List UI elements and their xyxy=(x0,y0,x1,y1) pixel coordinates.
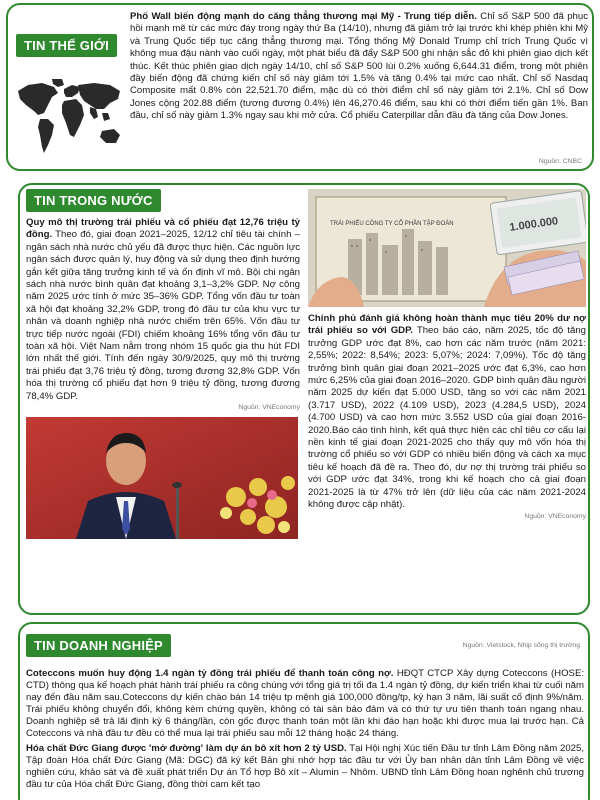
domestic-right-source: Nguồn: VNEconomy xyxy=(524,512,586,520)
business-news-section xyxy=(18,622,590,800)
world-news-article xyxy=(130,11,588,123)
business-item1-headline: Coteccons muốn huy động 1.4 ngàn tỷ đồng trái phiếu để thanh toán công nợ. xyxy=(26,668,394,679)
money-photo xyxy=(308,189,586,307)
world-news-headline: Phố Wall biến động mạnh do căng thẳng thương mại Mỹ - Trung tiếp diễn. xyxy=(130,11,477,22)
domestic-left-body: Theo đó, giai đoạn 2021–2025, 12/12 chỉ tiêu tài chính – ngân sách nhà nước chủ yếu đã được thực hiện. Các nguồn lực ngân sách được quản lý, huy động và sử dụng theo định hướng gắn kết giữa tăng trưởng kinh tế và ổn định vĩ mô. Bội chi ngân sách nhà nước bình quân đạt khoảng 3,1–3,2% GDP. Nợ công năm 2025 ước tính ở mức 35–36% GDP. Tổng vốn đầu tư toàn xã hội đạt khoảng 32,2% GDP, trong đó đầu tư của khu vực tư nhân và doanh nghiệp nhà nước chiếm trên 65%. Vốn đầu tư trực tiếp nước ngoài (FDI) chiếm khoảng 16% tổng vốn đầu tư toàn xã hội. Việt Nam nằm trong nhóm 15 quốc gia thu hút FDI lớn nhất thế giới. Tính đến ngày 30/9/2025, quy mô thị trường trái phiếu đạt 3,76 triệu tỷ đồng, tương đương 32,8% GDP. Vốn hóa thị trường cổ phiếu đạt hơn 9 triệu tỷ đồng, tương đương 78,4% GDP. xyxy=(26,229,301,402)
world-news-left xyxy=(16,11,120,57)
business-item1-body: HĐQT CTCP Xây dựng Coteccons (HOSE: CTD) thông qua kế hoạch phát hành trái phiếu ra công chúng với tổng giá trị tối đa 1.4 ngàn tỷ đồng, dự kiến triển khai từ cuối năm nay đến đầu năm sau.Coteccons dự kiến chào bán 14 triệu tp mệnh giá 100,000 đồng/tp, kỳ hạn 3 năm, lãi suất cố định 9%/năm. Trái phiếu không chuyển đổi, không kèm chứng quyền, không có tài sản bảo đảm và có thứ tự ưu tiên thanh toán ngang nhau. Doanh nghiệp sẽ trả lãi định kỳ 6 tháng/lần, còn gốc được thanh toán một lần khi đáo hạn hoặc khi được mua lại trước hạn. Cả Coteccons và nhà đầu tư đều có thể mua lại trái phiếu sau mỗi 12 tháng hoặc 24 tháng. xyxy=(26,668,585,740)
domestic-right-headline: Chính phủ đánh giá không hoàn thành mục tiêu 20% dư nợ trái phiếu so với GDP. xyxy=(308,313,586,337)
business-news-articles xyxy=(26,668,584,793)
speaker-photo xyxy=(26,417,298,539)
domestic-left-source: Nguồn: VNEconomy xyxy=(238,404,300,412)
domestic-left-headline: Quy mô thị trường trái phiếu và cổ phiếu đạt 12,76 triệu tỷ đồng. xyxy=(26,217,300,241)
domestic-news-section xyxy=(18,183,590,615)
domestic-right-column xyxy=(308,189,586,520)
banknote-value: 1.000.000 xyxy=(508,215,559,234)
domestic-right-body: Theo báo cáo, năm 2025, tốc độ tăng trưởng GDP ước đạt 8%, cao hơn các năm trước (năm 2021: 2,55%; 2022: 8,54%; 2023: 5,07%; 2024: 7,09%). Tốc độ tăng trưởng bình quân giai đoạn 2021–2025 ước đạt 6,3%, cao hơn mức 6,25% của giai đoạn 2016–2020. GDP bình quân đầu người năm 2025 dự kiến đạt 5.000 USD, tăng so với các năm 2021 (3.717 USD), 2022 (4.109 USD), 2023 (4.284,5 USD), 2024 (4.700 USD) và cao hơn mức 3.552 USD của giai đoạn 2016-2020.Báo cáo tình hình, kết quả thực hiện các chỉ tiêu cơ cấu lại nền kinh tế giai đoạn 2021-2025 cho thấy quy mô vốn hóa thị trường cổ phiếu so với GDP có nhiều biến động và cách xa mục tiêu kế hoạch đã đề ra. Theo đó, dư nợ thị trường trái phiếu so với GDP ước đạt 34%, trong khi kế hoạch cho cả giai đoạn 2021-2025 là từ 47% trở lên (dữ liệu của các năm 2021-2024 không được cập nhật). xyxy=(308,325,586,511)
world-news-heading: TIN THẾ GIỚI xyxy=(16,34,117,57)
world-news-body: Chỉ số S&P 500 đã phục hồi mạnh mẽ từ các mức đáy trong ngày thứ Ba (14/10), nhưng đã giảm trở lại trước khi khép phiên khi Mỹ và Trung Quốc tiếp tục căng thẳng thương mại. Tổng thống Mỹ Donald Trump chỉ trích Trung Quốc vì không mua đậu nành vào cuối ngày, một phát biểu đã đẩy S&P 500 ghi nhận sắc đỏ khi phiên giao dịch kết thúc. Kết thúc phiên giao dịch ngày 14/10, chỉ số S&P 500 lùi 0.2% xuống 6,644.31 điểm, trong một phiên đầy biến động đã chứng kiến chỉ số này giảm tới 1.5% và tăng 0.4% tại mức cao nhất. Chỉ số Nasdaq Composite mất 0.8% còn 22,521.70 điểm, mặc dù có thời điểm chỉ số này giảm tới 2.1%. Chỉ số Dow Jones cộng 202.88 điểm (tương đương 0.4%) lên 46,270.46 điểm, sau khi có thời điểm tiến gần 1%. Ban đầu, chỉ số này giảm 1.3% ngay sau khi mở cửa. Cổ phiếu Caterpillar dẫn đầu đà tăng của Dow Jones. xyxy=(130,11,588,122)
business-item2-headline: Hóa chất Đức Giang được 'mở đường' làm dự án bô xít hơn 2 tỷ USD. xyxy=(26,742,347,754)
business-news-source: Nguồn: Vietstock, Nhịp sống thị trường xyxy=(462,642,580,649)
business-article-2 xyxy=(26,743,584,791)
world-map-icon xyxy=(14,77,124,161)
business-news-heading: TIN DOANH NGHIỆP xyxy=(26,634,171,657)
business-item2-body: Tại Hội nghị Xúc tiến Đầu tư tỉnh Lâm Đồng năm 2025, Tập đoàn Hóa chất Đức Giang (Mã: DGC) đã ký kết Bản ghi nhớ hợp tác đầu tư với Ủy ban nhân dân tỉnh Lâm Đồng về việc nghiên cứu, khảo sát và đề xuất phát triển Dự án Tổ hợp Bô xít – Alumin – Nhôm. UBND tỉnh Lâm Đồng hoan nghênh chủ trương đầu tư của Hóa chất Đức Giang, đồng thời cam kết tạo xyxy=(26,742,584,790)
business-article-1 xyxy=(26,668,584,741)
world-news-section xyxy=(6,3,594,171)
bond-banner-text: TRÁI PHIẾU CÔNG TY CỔ PHẦN TẬP ĐOÀN xyxy=(330,221,454,227)
world-news-source: Nguồn: CNBC xyxy=(538,158,582,165)
domestic-left-column xyxy=(26,189,300,539)
domestic-news-heading: TIN TRONG NƯỚC xyxy=(26,189,161,212)
